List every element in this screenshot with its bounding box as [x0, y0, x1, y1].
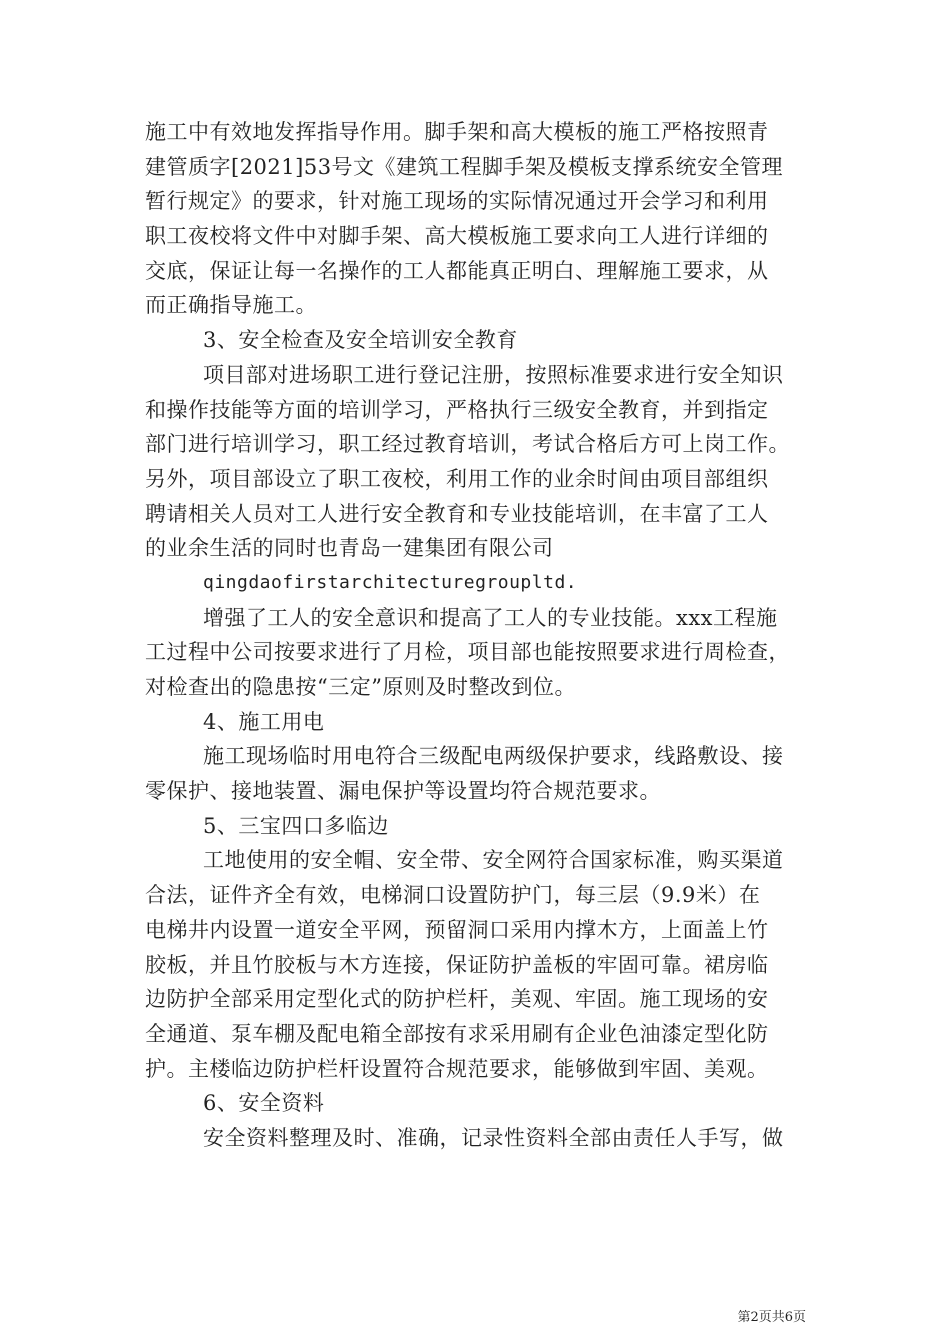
- text-line: 项目部对进场职工进行登记注册，按照标准要求进行安全知识: [203, 362, 784, 387]
- text-line: 胶板，并且竹胶板与木方连接，保证防护盖板的牢固可靠。裙房临: [145, 952, 769, 977]
- text-line: 零保护、接地装置、漏电保护等设置均符合规范要求。: [145, 779, 661, 804]
- text-line: 施工现场临时用电符合三级配电两级保护要求，线路敷设、接: [203, 744, 784, 769]
- text-line: 交底，保证让每一名操作的工人都能真正明白、理解施工要求，从: [145, 258, 769, 283]
- text-line: 边防护全部采用定型化式的防护栏杆，美观、牢固。施工现场的安: [145, 987, 769, 1012]
- text-line: 和操作技能等方面的培训学习，严格执行三级安全教育，并到指定: [145, 397, 769, 422]
- section-heading-6: 6、安全资料: [203, 1091, 325, 1116]
- text-line-latin: qingdaofirstarchitecturegroupltd.: [203, 571, 578, 593]
- section-heading-5: 5、三宝四口多临边: [203, 813, 389, 838]
- section-heading-4: 4、施工用电: [203, 709, 325, 734]
- text-line: 聘请相关人员对工人进行安全教育和专业技能培训，在丰富了工人: [145, 501, 769, 526]
- text-line: 工地使用的安全帽、安全带、安全网符合国家标准，购买渠道: [203, 848, 784, 873]
- text-line: 部门进行培训学习，职工经过教育培训，考试合格后方可上岗工作。: [145, 432, 790, 457]
- text-line: 全通道、泵车棚及配电箱全部按有求采用刷有企业色油漆定型化防: [145, 1021, 769, 1046]
- text-line: 工过程中公司按要求进行了月检，项目部也能按照要求进行周检查，: [145, 640, 790, 665]
- body-text: [145, 115, 815, 1156]
- text-line: 施工中有效地发挥指导作用。脚手架和高大模板的施工严格按照青: [145, 120, 769, 144]
- text-line: 而正确指导施工。: [145, 293, 317, 318]
- section-heading-3: 3、安全检查及安全培训安全教育: [203, 328, 518, 353]
- text-line: 安全资料整理及时、准确，记录性资料全部由责任人手写，做: [203, 1125, 784, 1150]
- text-line: 职工夜校将文件中对脚手架、高大模板施工要求向工人进行详细的: [145, 224, 769, 249]
- text-line: 的业余生活的同时也青岛一建集团有限公司: [145, 536, 554, 561]
- text-line: 对检查出的隐患按“三定”原则及时整改到位。: [145, 675, 576, 699]
- text-line: 增强了工人的安全意识和提高了工人的专业技能。xxx工程施: [203, 605, 778, 630]
- text-line: 电梯井内设置一道安全平网，预留洞口采用内撑木方，上面盖上竹: [145, 917, 769, 942]
- page-number: 第2页共6页: [737, 1310, 806, 1325]
- text-line: 护。主楼临边防护栏杆设置符合规范要求，能够做到牢固、美观。: [145, 1056, 769, 1081]
- text-line: 合法，证件齐全有效，电梯洞口设置防护门，每三层（9.9米）在: [145, 883, 761, 908]
- text-line: 建管质字[2021]53号文《建筑工程脚手架及模板支撑系统安全管理: [145, 154, 784, 179]
- text-line: 另外，项目部设立了职工夜校，利用工作的业余时间由项目部组织: [145, 466, 769, 491]
- text-line: 暂行规定》的要求，针对施工现场的实际情况通过开会学习和利用: [145, 189, 769, 214]
